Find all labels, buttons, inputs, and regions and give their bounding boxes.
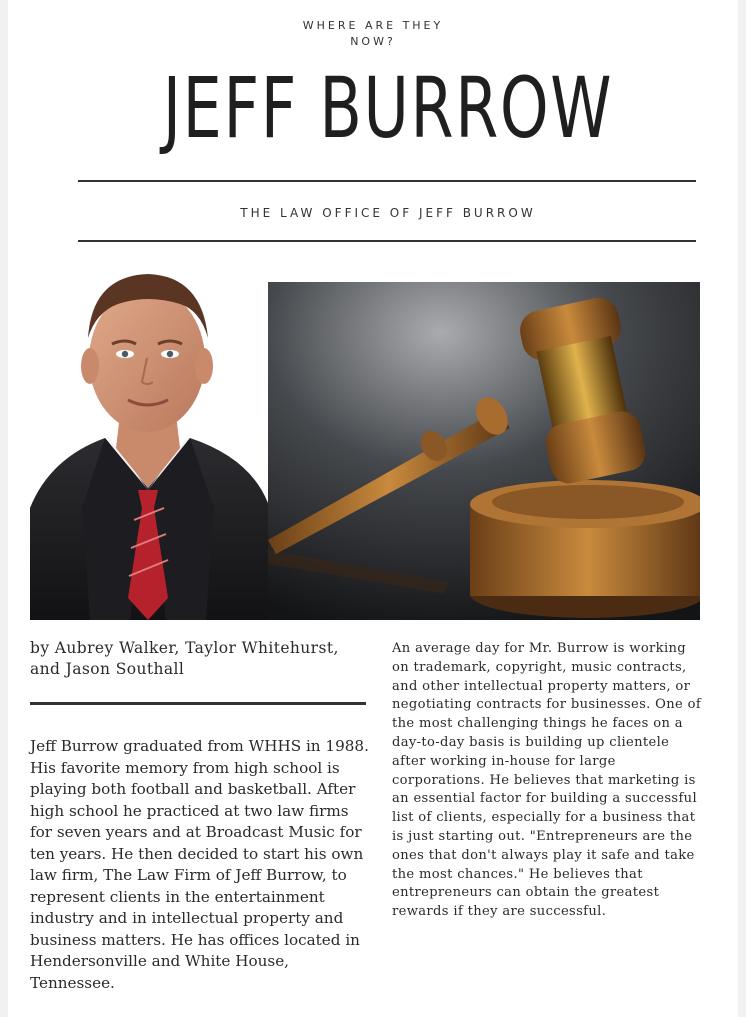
- top-divider: [78, 180, 696, 182]
- article-left-column: Jeff Burrow graduated from WHHS in 1988. His favorite memory from high school is playing both football and basketball. After high school he practiced at two law firms for seven years and at Broadcast Music for ten years. He then decided to start his own law firm, The Law Firm of Jeff Burrow, to represent clients in the entertainment industry and in intellectual property and business matters. He has offices located in Hendersonville and White House, Tennessee.: [30, 737, 369, 992]
- byline-divider: [30, 702, 366, 705]
- gavel-photo: [268, 282, 700, 620]
- byline: by Aubrey Walker, Taylor Whitehurst, and Jason Southall: [30, 639, 339, 678]
- portrait-photo: [30, 258, 268, 620]
- kicker-line-2: NOW?: [350, 35, 396, 48]
- subtitle: THE LAW OFFICE OF JEFF BURROW: [240, 206, 536, 220]
- page-title: JEFF BURROW: [162, 59, 614, 157]
- subtitle-divider: [78, 240, 696, 242]
- article-right-column: An average day for Mr. Burrow is working on trademark, copyright, music contracts, and other intellectual property matters, or negotiating contracts for businesses. One of the most challenging things he faces on a day-to-day basis is building up clientele after working in-house for large corporations. He believes that marketing is an essential factor for building a successful list of clients, especially for a business that is just starting out. "Entrepreneurs are the ones that don't always play it safe and take the most chances." He believes that entrepreneurs can obtain the greatest rewards if they are successful.: [392, 641, 702, 920]
- kicker: [0, 18, 746, 50]
- kicker-line-1: WHERE ARE THEY: [302, 19, 444, 32]
